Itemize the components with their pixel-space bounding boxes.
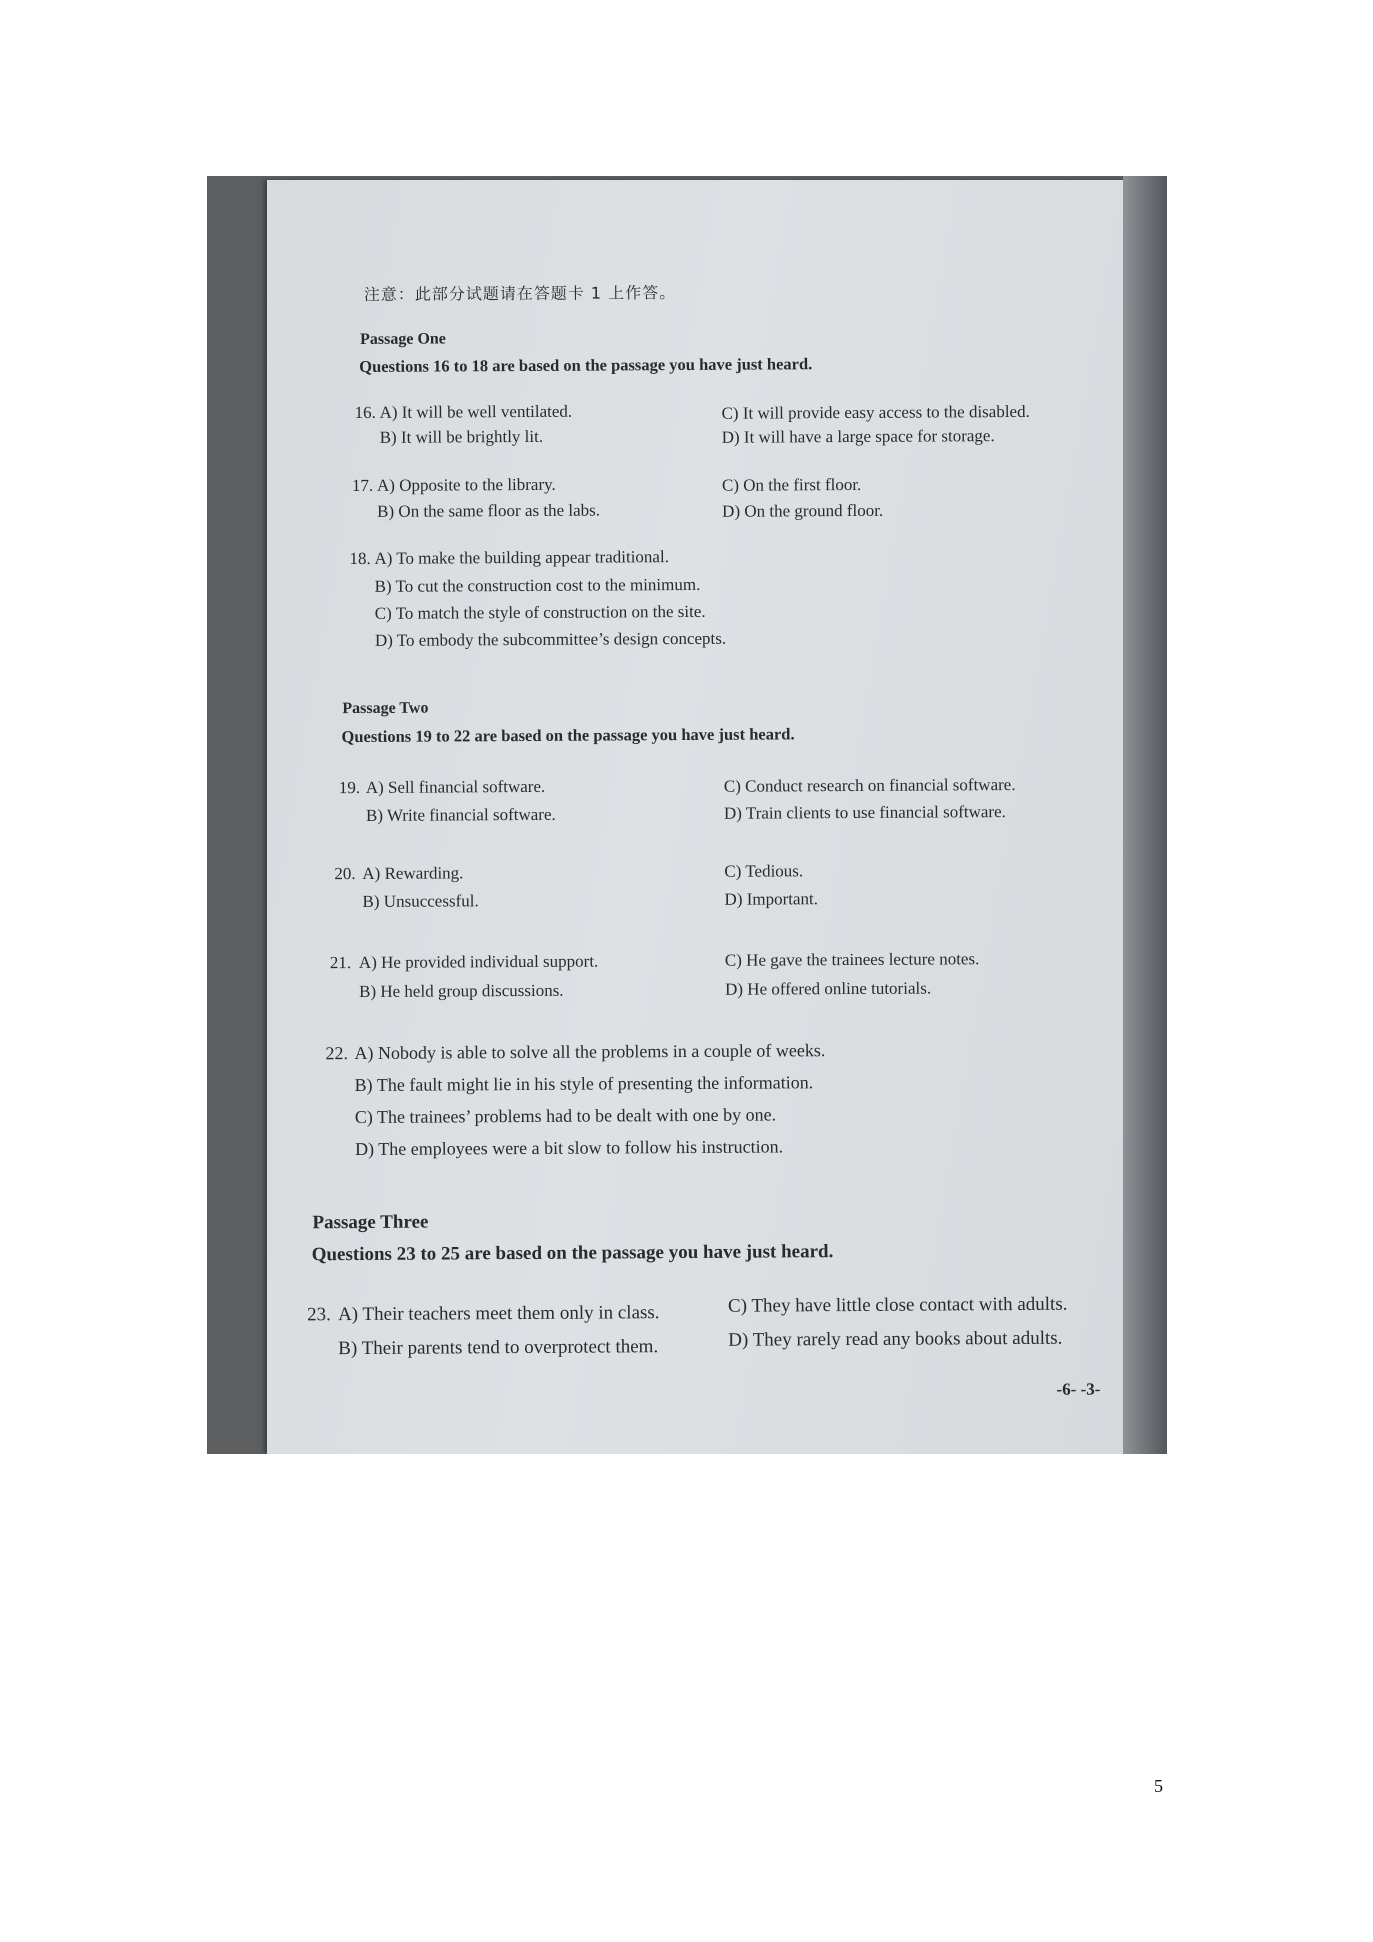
option-d: D) They rarely read any books about adults. (728, 1327, 1063, 1351)
option-a: A) He provided individual support. (358, 951, 599, 973)
option-d: D) He offered online tutorials. (725, 978, 932, 999)
option-a: A) Sell financial software. (365, 776, 546, 797)
question-number: 19. (338, 777, 361, 798)
option-b: B) It will be brightly lit. (379, 426, 544, 447)
option-b: B) Their parents tend to overprotect them. (338, 1336, 659, 1360)
option-a: A) It will be well ventilated. (379, 401, 573, 422)
passage-one-title: Passage One (360, 330, 446, 348)
option-c: C) The trainees’ problems had to be dealt with one by one. (354, 1104, 777, 1128)
option-b: B) On the same floor as the labs. (377, 500, 601, 521)
option-b: B) Unsuccessful. (362, 891, 479, 911)
passage-one-instruction: Questions 16 to 18 are based on the passage you have just heard. (359, 354, 813, 376)
option-d: D) To embody the subcommittee’s design concepts. (374, 628, 727, 650)
question-number: 20. (334, 864, 356, 884)
option-a: A) Their teachers meet them only in class. (337, 1302, 660, 1326)
option-d: D) On the ground floor. (722, 500, 884, 521)
option-a: A) Rewarding. (362, 863, 464, 883)
option-c: C) To match the style of construction on the site. (374, 601, 706, 623)
option-c: C) On the first floor. (721, 474, 862, 495)
exam-photo (207, 176, 1167, 1454)
option-c: C) Tedious. (724, 861, 804, 881)
option-c: C) He gave the trainees lecture notes. (724, 949, 980, 970)
question-number: 21. (329, 953, 352, 973)
sheet-page-number: -6- -3- (1056, 1379, 1101, 1399)
option-b: B) He held group discussions. (359, 980, 564, 1002)
option-d: D) It will have a large space for storage. (721, 426, 995, 447)
option-a: A) To make the building appear traditional. (374, 547, 669, 568)
option-b: B) Write financial software. (365, 804, 556, 825)
option-a: A) Nobody is able to solve all the problems in a couple of weeks. (354, 1040, 826, 1064)
exam-content (207, 176, 1167, 1454)
passage-three-instruction: Questions 23 to 25 are based on the passage you have just heard. (311, 1241, 834, 1266)
option-c: C) It will provide easy access to the disabled. (721, 401, 1030, 423)
notice: 注意：此部分试题请在答题卡 1 上作答。 (363, 283, 677, 304)
question-number: 23. (306, 1304, 331, 1326)
option-d: D) The employees were a bit slow to follow his instruction. (354, 1136, 784, 1160)
document-page-number: 5 (1154, 1776, 1163, 1796)
option-d: D) Train clients to use financial software. (723, 802, 1006, 823)
question-number: 17. (351, 475, 374, 496)
option-a: A) Opposite to the library. (376, 474, 556, 495)
question-number: 18. (349, 548, 371, 569)
option-c: C) They have little close contact with adults. (727, 1293, 1068, 1317)
question-number: 22. (325, 1043, 349, 1064)
passage-three-title: Passage Three (312, 1211, 429, 1234)
question-number: 16. (354, 402, 376, 423)
option-d: D) Important. (724, 889, 819, 909)
passage-two-title: Passage Two (342, 699, 429, 718)
option-c: C) Conduct research on financial software. (723, 774, 1016, 796)
passage-two-instruction: Questions 19 to 22 are based on the passage you have just heard. (341, 724, 795, 747)
option-b: B) To cut the construction cost to the minimum. (374, 574, 701, 596)
option-b: B) The fault might lie in his style of presenting the information. (354, 1072, 814, 1096)
